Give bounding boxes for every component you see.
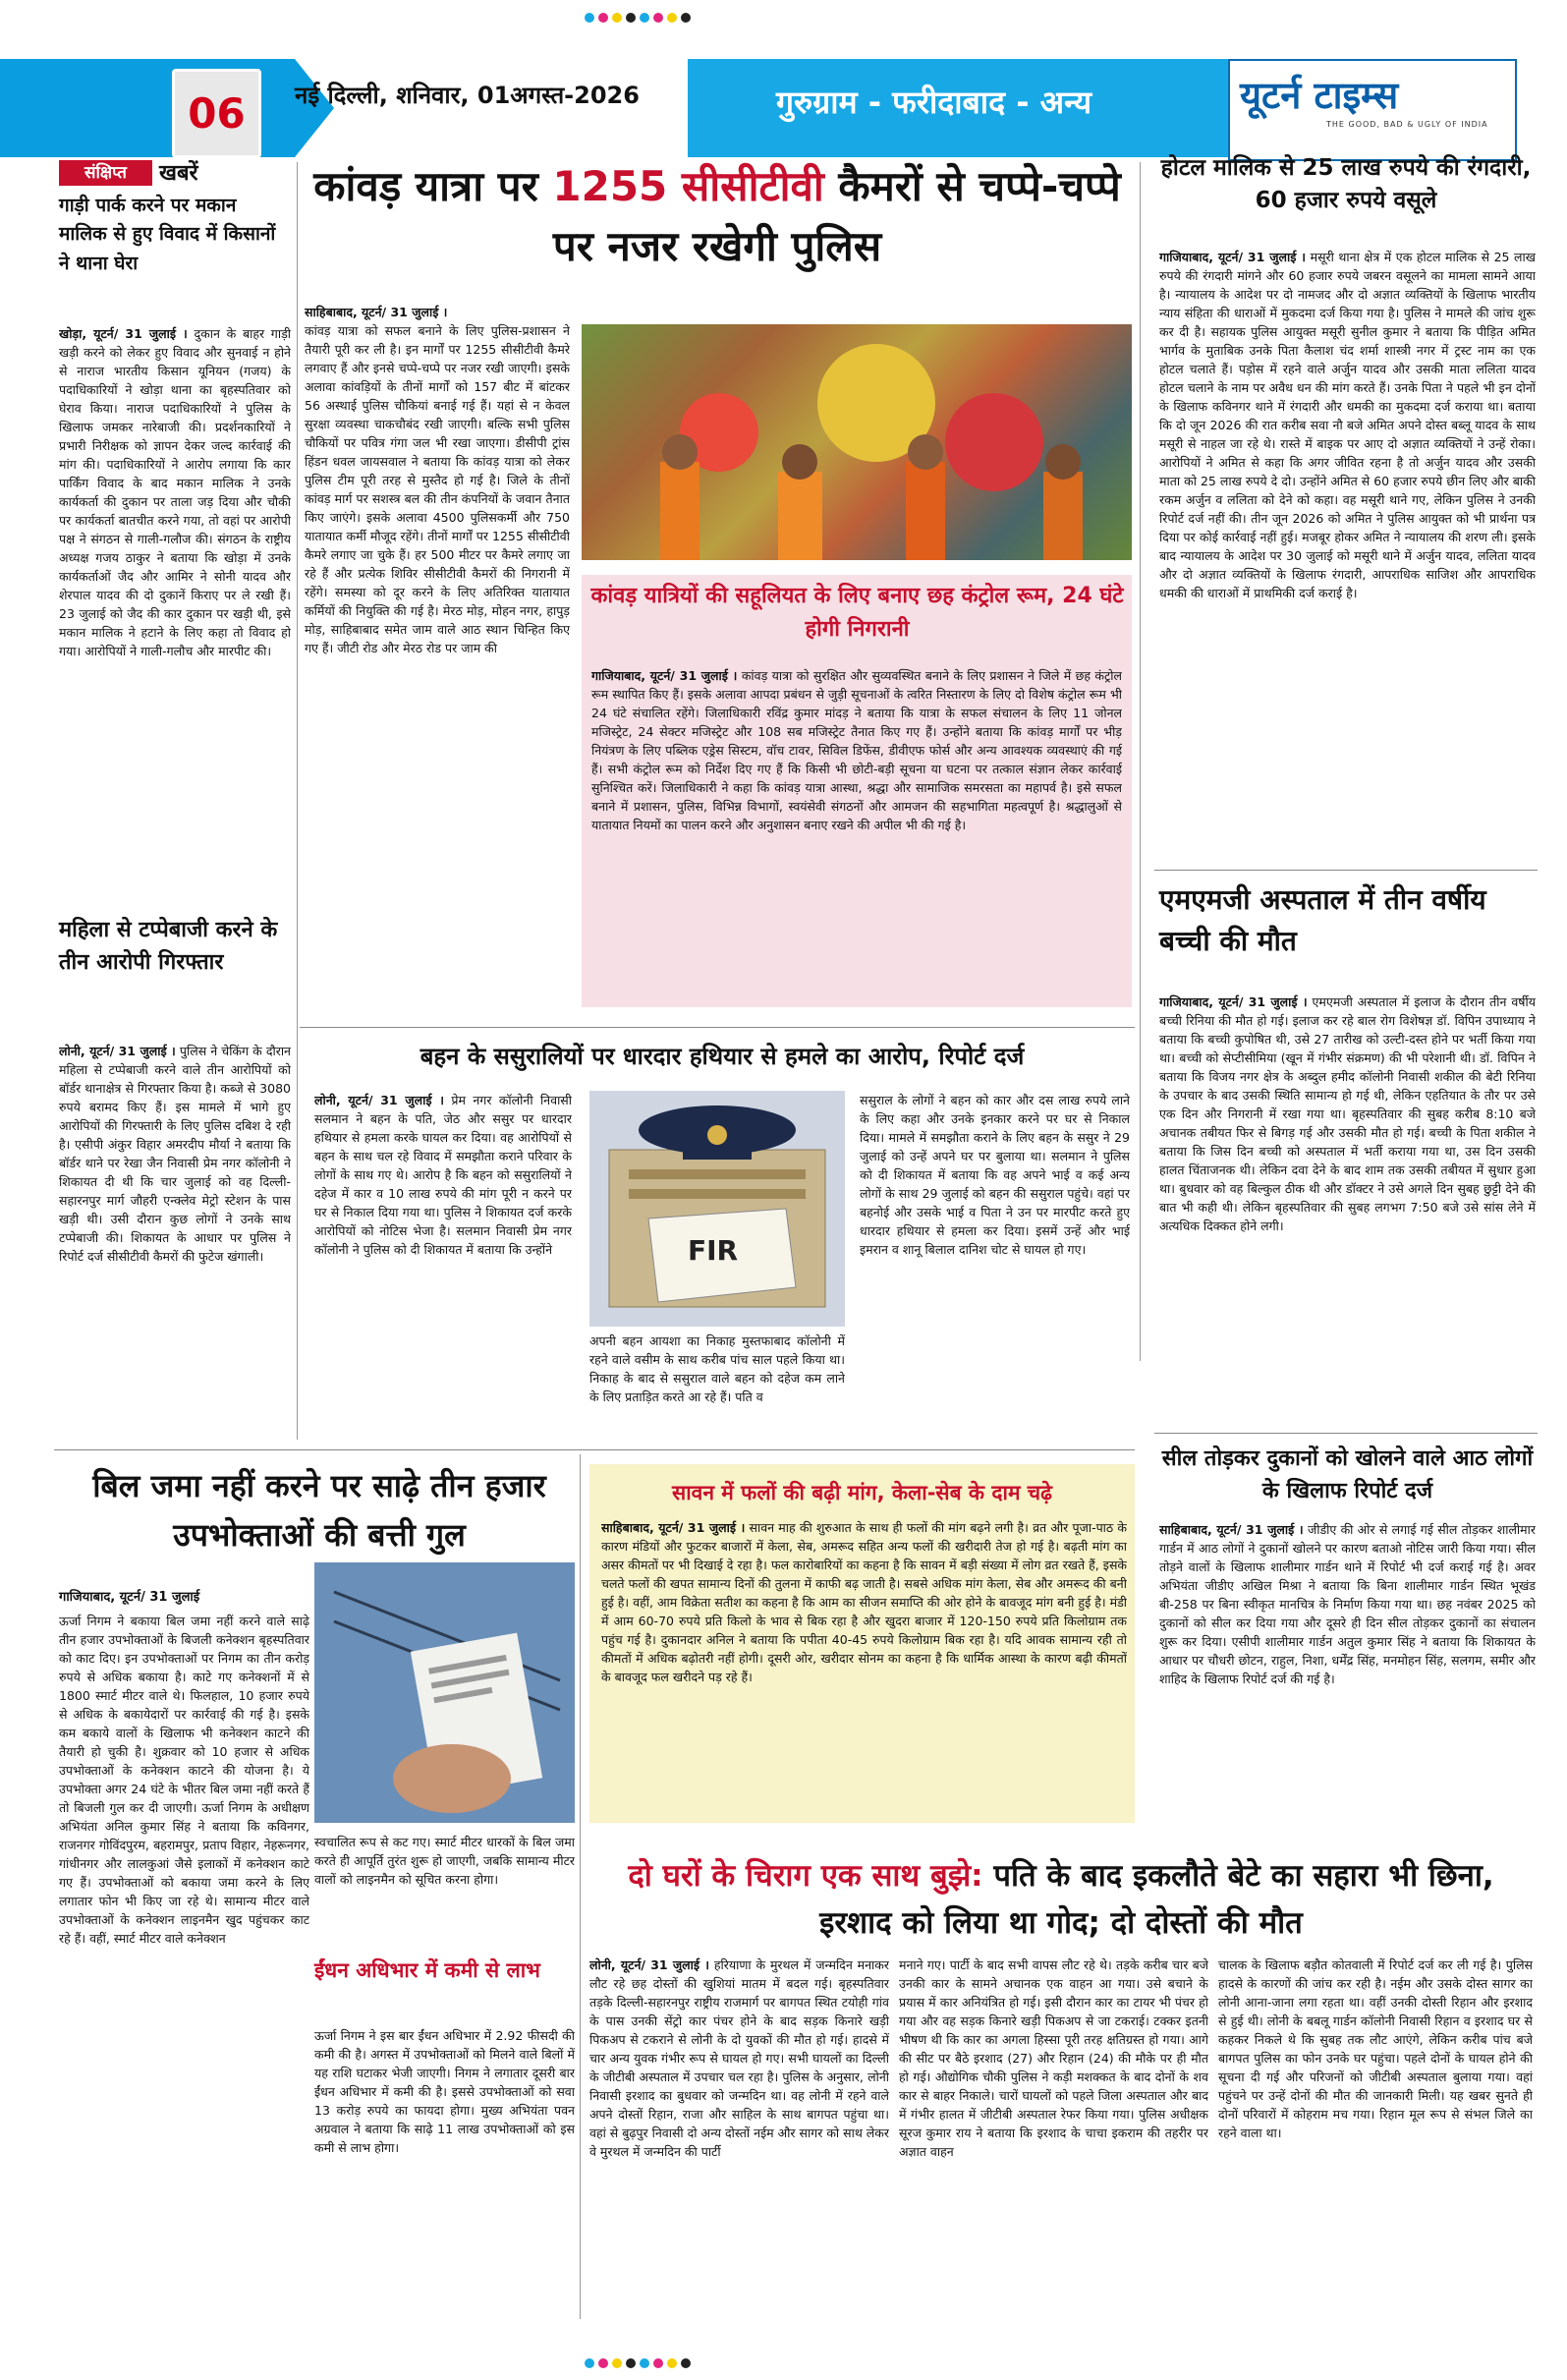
column-rule	[297, 162, 298, 1440]
divider	[1154, 1433, 1538, 1434]
sister-headline: बहन के ससुरालियों पर धारदार हथियार से हमले का आरोप, रिपोर्ट दर्ज	[420, 1043, 1025, 1070]
page-number: 06	[172, 69, 261, 158]
header-arrow-divider	[648, 59, 688, 157]
sister-body-2: अपनी बहन आयशा का निकाह मुस्तफाबाद कॉलोनी में रहने वाले वसीम के साथ करीब पांच साल पहले किया था। निकाह के बाद से ससुराल वाले बहन को दहेज कम लाने के लिए प्रताड़ित करते आ रहे हैं। पति व	[589, 1333, 845, 1404]
accident-headline-part2: पति के बाद इकलौते बेटे का सहारा भी छिना, इरशाद को लिया था गोद; दो दोस्तों की मौत	[819, 1858, 1494, 1942]
control-headline: कांवड़ यात्रियों की सहूलियत के लिए बनाए छह कंट्रोल रूम, 24 घंटे होगी निगरानी	[590, 584, 1124, 643]
fir-illustration	[589, 1091, 845, 1327]
divider	[300, 1027, 1135, 1028]
fir-label: FIR	[688, 1234, 739, 1267]
photo-illustration	[582, 324, 1132, 560]
lead-body: कांवड़ यात्रा को सफल बनाने के लिए पुलिस-प्रशासन ने तैयारी पूरी कर ली है। इन मार्गों पर 1255 सीसीटीवी कैमरे लगवाए हैं और इनसे चप्पे-चप्पे पर नजर रखी जाएगी। इसके अलावा कांवड़ियों के तीनों मार्गों को 157 बीट में बांटकर 56 अस्थाई पुलिस चौकियां बनाई गई हैं। यहां से न केवल सुरक्षा व्यवस्था चाकचौबंद रखी जाएगी। बल्कि सभी पुलिस चौकियों पर पवित्र गंगा जल भी रखा जाएगा। डीसीपी ट्रांस हिंडन धवल जायसवाल ने बताया कि कांवड़ यात्रा को लेकर पुलिस टीम पूरी तरह से मुस्तैद हो गई है। जिले के तीनों कांवड़ मार्ग पर सशस्त्र बल की तीन कंपनियों के जवान तैनात किए जाएंगे। इसके अलावा 4500 पुलिसकर्मी और 750 यातायात कर्मी मौजूद रहेंगे। तीनों मार्गों पर 1255 सीसीटीवी कैमरे लगाए जा चुके हैं। हर 500 मीटर पर कैमरे लगाए जा रहे हैं और प्रत्येक शिविर सीसीटीवी कैमरों की निगरानी में रहेंगे। समस्या को दूर करने के लिए अतिरिक्त यातायात कर्मियों की नियुक्ति की गई है। मेरठ मोड़, मोहन नगर, हापुड़ मोड़, साहिबाबाद समेत जाम वाले आठ स्थान चिन्हित किए गए हैं। जीटी रोड और मेरठ रोड पर जाम की	[305, 323, 570, 655]
hospital-article	[1159, 992, 1536, 1405]
accident-article-col3	[1218, 1955, 1533, 2321]
hospital-body: एमएमजी अस्पताल में इलाज के दौरान तीन वर्षीय बच्ची रिनिया की मौत हो गई। इलाज कर रहे बाल रोग विशेषज्ञ डॉ. विपिन उपाध्याय ने बताया कि बच्ची कुपोषित थी, उसे 27 तारीख को उल्टी-दस्त होने पर भर्ती किया गया था। बच्ची को सेप्टीसीमिया (खून में गंभीर संक्रमण) की भी परेशानी थी। डॉ. विपिन ने बताया कि विजय नगर क्षेत्र के अब्दुल हमीद कॉलोनी निवासी शकील की बेटी रिनिया के उपचार के बाद उसकी स्थिति सामान्य हो गई थी, लेकिन एहतियात के तौर पर उसे एक दिन और निगरानी में रखा गया था। बृहस्पतिवार की सुबह करीब 8:10 बजे अचानक तबीयत फिर से बिगड़ गई और उसकी मौत हो गई। बच्ची के पिता शकील ने बताया कि जिस दिन बच्ची को अस्पताल में भर्ती कराया गया था, उस दिन उसकी हालत चिंताजनक थी। लेकिन दवा देने के बाद शाम तक उसकी तबीयत में सुधार हुआ था। बुधवार को वह बिल्कुल ठीक थी और डॉक्टर ने उसे अगले दिन सुबह छुट्टी देने की बात भी कही थी। लेकिन बृहस्पतिवार की सुबह लगभग 7:50 बजे उसे सांस लेने में अत्यधिक दिक्कत होने लगी।	[1159, 994, 1536, 1233]
brief-tag2: खबरें	[159, 161, 198, 186]
lead-article	[305, 303, 570, 1020]
hotel-headline: होटल मालिक से 25 लाख रुपये की रंगदारी, 60 हजार रुपये वसूले	[1160, 155, 1532, 214]
kanwar-yatra-photo	[582, 324, 1132, 560]
divider	[1154, 870, 1538, 871]
divider	[54, 1449, 1135, 1450]
registration-dots-top	[585, 8, 695, 18]
hotel-article	[1159, 248, 1536, 867]
accident-article-col1	[589, 1955, 889, 2321]
hotel-body: मसूरी थाना क्षेत्र में एक होटल मालिक से 25 लाख रुपये की रंगदारी मांगने और 60 हजार रुपये जबरन वसूलने का मामला सामने आया है। न्यायालय के आदेश पर दो नामजद और दो अज्ञात व्यक्तियों के खिलाफ भारतीय न्याय संहिता की धाराओं में मुकदमा दर्ज किया गया है। पुलिस ने मामले की जांच शुरू कर दी है। सहायक पुलिस आयुक्त मसूरी सुनील कुमार ने बताया कि पीड़ित अमित भार्गव के मुताबिक उनके पिता कैलाश चंद शर्मा शास्त्री नगर में ट्रस्ट नाम का एक होटल चलाते हैं। पड़ोस में रहने वाले अर्जुन यादव और उसकी माता ललिता यादव होटल चलाने के नाम पर अवैध धन की मांग करते हैं। उनके पिता ने पहले भी इन दोनों के खिलाफ कविनगर थाने में रंगदारी और धमकी का मुकदमा दर्ज कराया था। बताया कि दो जून 2026 की रात करीब सवा नौ बजे अमित अपने दोस्त बब्लू यादव के साथ मसूरी से नाहल जा रहे थे। रास्ते में बाइक पर आए दो अज्ञात व्यक्तियों ने उन्हें रोका। आरोपियों ने अमित से कहा कि अगर जीवित रहना है तो अर्जुन यादव और उसकी माता को 25 लाख रुपये दे दो। उन्होंने अमित से 60 हजार रुपये छीन लिए और बाकी रकम अर्जुन व ललिता को देने को कहा। वह मसूरी थाने गए, लेकिन पुलिस ने उनकी रिपोर्ट दर्ज नहीं की। तीन जून 2026 को अमित ने पुलिस आयुक्त को भी प्रार्थना पत्र दिया पर कोई कार्रवाई नहीं हुई। मजबूर होकर अमित ने न्यायालय की शरण ली। इसके बाद न्यायालय के आदेश पर 30 जुलाई को मसूरी थाने में अर्जुन यादव, ललिता यादव और दो अज्ञात व्यक्तियों के खिलाफ रंगदारी, आपराधिक साजिश और आपराधिक धमकी की धाराओं में प्राथमिकी दर्ज कराई है।	[1159, 250, 1536, 600]
sister-body-3: ससुराल के लोगों ने बहन को कार और दस लाख रुपये लाने के लिए कहा और उनके इनकार करने पर घर से निकाल दिया। मामले में समझौता कराने के लिए बहन के ससुर ने 29 जुलाई को उन्हें अपने घर पर बुलाया था। सलमान ने पुलिस को दी शिकायत में बताया कि वह अपने भाई व कई अन्य लोगों के साथ 29 जुलाई को बहन की ससुराल पहुंचे। वहां पर बहनोई और उसके भाई व पिता ने उन पर मारपीट करते हुए धारदार हथियार से हमला कर दिया। इसमें उन्हें और भाई इमरान व शानू बिलाल दानिश चोट से घायल हो गए।	[860, 1093, 1130, 1257]
shops-headline: सील तोड़कर दुकानों को खोलने वाले आठ लोगों के खिलाफ रिपोर्ट दर्ज	[1161, 1446, 1534, 1503]
brief-byline: खोड़ा, यूटर्न/ 31 जुलाई ।	[59, 326, 188, 341]
control-article	[591, 666, 1122, 1000]
lead-headline-highlight: 1255 सीसीटीवी	[552, 162, 824, 210]
brief-headline: गाड़ी पार्क करने पर मकान मालिक से हुए विवाद में किसानों ने थाना घेरा	[59, 195, 276, 274]
fruit-body: सावन माह की शुरुआत के साथ ही फलों की मांग बढ़ने लगी है। व्रत और पूजा-पाठ के कारण मंडियों और फुटकर बाजारों में केला, सेब, अमरूद सहित अन्य फलों की खरीदारी तेज हो गई है। बढ़ती मांग का असर कीमतों पर भी दिखाई दे रहा है। फल कारोबारियों का कहना है कि सावन में बड़ी संख्या में लोग व्रत रखते हैं, इसके चलते फलों की खपत सामान्य दिनों की तुलना में काफी बढ़ जाती है। सबसे अधिक मांग केला, सेब और अमरूद की बनी हुई है। वहीं, आम विक्रेता सतीश का कहना है कि आम का सीजन समाप्ति की ओर होने के बावजूद मांग बनी हुई है। मंडी में आम 60-70 रुपये प्रति किलो के भाव से बिक रहा है और खुदरा बाजार में 120-150 रुपये प्रति किलोग्राम तक पहुंच गई है। दुकानदार अनिल ने बताया कि पपीता 40-45 रुपये किलोग्राम बिक रहा है। यदि आवक सामान्य रही तो कीमतों में अधिक बढ़ोतरी नहीं होगी। दूसरी ओर, खरीदार सोनम का कहना है कि धार्मिक आस्था के कारण बढ़ी कीमतों के बावजूद फल खरीदने पड़ रहे हैं।	[601, 1520, 1127, 1684]
sister-byline: लोनी, यूटर्न/ 31 जुलाई ।	[314, 1093, 444, 1107]
lead-headline-part2: कैमरों से चप्पे-चप्पे पर नजर रखेगी पुलिस	[552, 162, 1121, 270]
electric-body-1: ऊर्जा निगम ने बकाया बिल जमा नहीं करने वाले साढ़े तीन हजार उपभोक्ताओं के बिजली कनेक्शन बृहस्पतिवार को काट दिए। इन उपभोक्ताओं पर निगम का तीन करोड़ रुपये से अधिक बकाया है। काटे गए कनेक्शनों में से 1800 स्मार्ट मीटर वाले थे। फिलहाल, 10 हजार रुपये से अधिक के बकायेदारों पर कार्रवाई की गई है। इसके कम बकाये वालों के खिलाफ भी कनेक्शन काटने की तैयारी हो चुकी है। शुक्रवार को 10 हजार से अधिक उपभोक्ताओं के कनेक्शन काटने की योजना है। ये उपभोक्ता अगर 24 घंटे के भीतर बिल जमा नहीं करते हैं तो बिजली गुल कर दी जाएगी। ऊर्जा निगम के अधीक्षण अभियंता अनिल कुमार सिंह ने बताया कि कविनगर, राजनगर गोविंदपुरम, बहरामपुर, प्रताप विहार, नेहरूनगर, गांधीनगर और लालकुआं जैसे इलाकों में कनेक्शन काटे गए हैं। उपभोक्ताओं को बकाया जमा करने के लिए लगातार फोन भी किए जा रहे थे। सामान्य मीटर वाले उपभोक्ताओं के कनेक्शन लाइनमैन खुद पहुंचकर काट रहे हैं। वहीं, स्मार्ट मीटर वाले कनेक्शन	[59, 1614, 309, 1946]
electric-body-3: ऊर्जा निगम ने इस बार ईंधन अधिभार में 2.92 फीसदी की कमी की है। अगस्त में उपभोक्ताओं को मिलने वाले बिलों में यह राशि घटाकर भेजी जाएगी। निगम ने लगातार दूसरी बार ईंधन अधिभार में कमी की है। इससे उपभोक्ताओं को सवा 13 करोड़ रुपये का फायदा होगा। मुख्य अभियंता पवन अग्रवाल ने बताया कि साढ़े 11 लाख उपभोक्ताओं को इस कमी से लाभ होगा।	[314, 2028, 575, 2155]
electricity-bill-photo	[314, 1562, 575, 1823]
accident-body-2: मनाने गए। पार्टी के बाद सभी वापस लौट रहे थे। तड़के करीब चार बजे उनकी कार के सामने अचानक एक वाहन आ गया। उसे बचाने के प्रयास में कार अनियंत्रित हो गई। इसी दौरान कार का टायर भी पंचर हो गया और वह सड़क किनारे खड़ी पिकअप से जा टकराई। टक्कर इतनी भीषण थी कि कार का अगला हिस्सा पूरी तरह क्षतिग्रस्त हो गया। आगे की सीट पर बैठे इरशाद (27) और रिहान (24) की मौके पर ही मौत हो गई। औद्योगिक चौकी पुलिस ने कड़ी मशक्कत के बाद दोनों के शव कार से बाहर निकाले। चारों घायलों को पहले जिला अस्पताल और बाद में गंभीर हालत में जीटीबी अस्पताल रेफर किया गया। पुलिस अधीक्षक सूरज कुमार राय ने बताया कि इरशाद के चाचा इकराम की तहरीर पर अज्ञात वाहन	[899, 1957, 1208, 2159]
sister-article-col2	[589, 1332, 845, 1454]
accident-body-3: चालक के खिलाफ बड़ौत कोतवाली में रिपोर्ट दर्ज कर ली गई है। पुलिस हादसे के कारणों की जांच कर रही है। नईम और उसके दोस्त सागर का लोनी आना-जाना लगा रहता था। वहीं उनकी दोस्ती रिहान और इरशाद से हुई थी। लोनी के बबलू गार्डन कॉलोनी निवासी रिहान व इरशाद घर से कहकर निकले थे कि सुबह तक लौट आएंगे, लेकिन करीब पांच बजे बागपत पुलिस का फोन उनके घर पहुंचा। पहले दोनों के घायल होने की सूचना दी गई और परिजनों को जीटीबी अस्पताल बुलाया गया। वहां पहुंचने पर उन्हें दोनों की मौत की जानकारी मिली। यह खबर सुनते ही दोनों परिवारों में कोहराम मच गया। रिहान मूल रूप से संभल जिले का रहने वाला था।	[1218, 1957, 1533, 2140]
control-body: कांवड़ यात्रा को सुरक्षित और सुव्यवस्थित बनाने के लिए प्रशासन ने जिले में छह कंट्रोल रूम स्थापित किए हैं। इसके अलावा आपदा प्रबंधन से जुड़ी सूचनाओं के त्वरित निस्तारण के लिए दो विशेष कंट्रोल रूम भी 24 घंटे संचालित रहेंगे। जिलाधिकारी रविंद्र कुमार मांदड़ ने बताया कि यात्रा के सफल संचालन के लिए 11 जोनल मजिस्ट्रेट, 24 सेक्टर मजिस्ट्रेट और 108 सब मजिस्ट्रेट तैनात किए गए हैं। उन्होंने बताया कि कांवड़ मार्गों पर भीड़ नियंत्रण के लिए पब्लिक एड्रेस सिस्टम, वॉच टावर, सिविल डिफेंस, डीवीएफ फोर्स और अन्य आवश्यक व्यवस्थाएं की गई हैं। सभी कंट्रोल रूम को निर्देश दिए गए हैं कि किसी भी छोटी-बड़ी सूचना या घटना पर तत्काल संज्ञान लेकर कार्रवाई सुनिश्चित करें। जिलाधिकारी ने कहा कि कांवड़ यात्रा आस्था, श्रद्धा और सामाजिक समरसता का महापर्व है। इसे सफल बनाने में प्रशासन, पुलिस, विभिन्न विभागों, स्वयंसेवी संगठनों और आमजन की सहभागिता महत्वपूर्ण है। श्रद्धालुओं से यातायात नियमों का पालन करने और अनुशासन बनाए रखने की अपील भी की गई है।	[591, 668, 1122, 832]
arrest-article	[59, 1042, 291, 1435]
sister-article-col1	[314, 1091, 572, 1454]
fruit-headline: सावन में फलों की बढ़ी मांग, केला-सेब के दाम चढ़े	[672, 1481, 1052, 1504]
accident-article-col2	[899, 1955, 1208, 2321]
registration-dots-bottom	[585, 2353, 695, 2363]
shops-byline: साहिबाबाद, यूटर्न/ 31 जुलाई ।	[1159, 1522, 1304, 1537]
fruit-byline: साहिबाबाद, यूटर्न/ 31 जुलाई ।	[601, 1520, 746, 1535]
fruit-article	[601, 1518, 1127, 1818]
accident-headline-part1: दो घरों के चिराग एक साथ बुझे:	[628, 1858, 983, 1894]
shops-article	[1159, 1520, 1536, 1844]
brief-body: दुकान के बाहर गाड़ी खड़ी करने को लेकर हुए विवाद और सुनवाई न होने से नाराज भारतीय किसान यूनियन (गजय) के पदाधिकारियों ने खोड़ा थाना का बृहस्पतिवार को घेराव किया। नाराज पदाधिकारियों ने पुलिस के खिलाफ जमकर नारेबाजी की। प्रदर्शनकारियों ने प्रभारी निरीक्षक को ज्ञापन देकर जल्द कार्रवाई की मांग की। पदाधिकारियों ने आरोप लगाया कि कार पार्किंग विवाद के बाद मकान मालिक ने उनके कार्यकर्ता की दुकान पर ताला जड़ दिया और चौकी पर कार्यकर्ता बातचीत करने गया, तो वहां पर आरोपी पक्ष ने संगठन से गाली-गलौज की। संगठन के राष्ट्रीय अध्यक्ष गजय ठाकुर ने बताया कि खोड़ा में उनके कार्यकर्ताओं जैद और आमिर ने सोनी यादव और शेरपाल यादव की दो दुकानें किराए पर ले रखी हैं।23 जुलाई को जैद की कार दुकान पर खड़ी थी, इसे मकान मालिक ने हटाने के लिए कहा तो विवाद हो गया। आरोपियों ने गाली-गलौच और मारपीट की।	[59, 326, 291, 658]
accident-body-1: हरियाणा के मुरथल में जन्मदिन मनाकर लौट रहे छह दोस्तों की खुशियां मातम में बदल गई। बृहस्पतिवार तड़के दिल्ली-सहारनपुर राष्ट्रीय राजमार्ग पर बागपत स्थित टयोही गांव के पास उनकी सेंट्रो कार पंचर होने के बाद सड़क किनारे खड़ी पिकअप से टकराने से लोनी के दो युवकों की मौत हो गई। हादसे में चार अन्य युवक गंभीर रूप से घायल हो गए। सभी घायलों का दिल्ली के जीटीबी अस्पताल में उपचार चल रहा है। पुलिस के अनुसार, लोनी निवासी इरशाद का बुधवार को जन्मदिन था। वह लोनी में रहने वाले अपने दोस्तों रिहान, राजा और साहिल के साथ बागपत पहुंचा था। वहां से बुढ़पुर निवासी दो अन्य दोस्तों नईम और सागर को साथ लेकर वे मुरथल में जन्मदिन की पार्टी	[589, 1957, 889, 2159]
hospital-byline: गाजियाबाद, यूटर्न/ 31 जुलाई ।	[1159, 994, 1308, 1009]
hospital-headline: एमएमजी अस्पताल में तीन वर्षीय बच्ची की मौत	[1159, 883, 1486, 957]
lead-headline	[295, 157, 1140, 277]
accident-headline	[589, 1852, 1533, 1947]
date-line: नई दिल्ली, शनिवार, 01अगस्त-2026	[295, 82, 640, 109]
column-rule	[1140, 162, 1141, 1361]
electric-subheadline: ईंधन अधिभार में कमी से लाभ	[314, 1958, 540, 1982]
sister-article-col3	[860, 1091, 1130, 1454]
electric-byline: गाजियाबाद, यूटर्न/ 31 जुलाई	[59, 1590, 200, 1605]
accident-byline: लोनी, यूटर्न/ 31 जुलाई ।	[589, 1957, 709, 1972]
column-rule	[580, 1454, 581, 2319]
arrest-body: पुलिस ने चेकिंग के दौरान महिला से टप्पेबाजी करने वाले तीन आरोपियों को बॉर्डर थानाक्षेत्र से गिरफ्तार किया है। कब्जे से 3080 रुपये बरामद किए हैं। इस मामले में भागे हुए आरोपियों की गिरफ्तारी के लिए पुलिस दबिश दे रही है। एसीपी अंकुर विहार अमरदीप मौर्या ने बताया कि बॉर्डर थाने पर रेखा जैन निवासी प्रेम नगर कॉलोनी ने शिकायत दी थी कि चार जुलाई को वह दिल्ली-सहारनपुर मार्ग जौहरी एन्क्लेव मेट्रो स्टेशन के पास खड़ी थी। उसी दौरान कुछ लोगों ने उनके साथ टप्पेबाजी की। शिकायत के आधार पर पुलिस ने रिपोर्ट दर्ज सीसीटीवी कैमरों की फुटेज खंगाली।	[59, 1044, 291, 1264]
section-title: गुरुग्राम - फरीदाबाद - अन्य	[776, 84, 1092, 121]
sister-body-1: प्रेम नगर कॉलोनी निवासी सलमान ने बहन के पति, जेठ और ससुर पर धारदार हथियार से हमला करके घायल कर दिया। वह आरोपियों से बहन के साथ चल रहे विवाद में समझौता कराने परिवार के लोगों के साथ गए थे। आरोप है कि बहन को ससुरालियों ने दहेज में कार व 10 लाख रुपये की मांग पूरी न करने पर घर से निकाल दिया गया था। पुलिस ने शिकायत दर्ज करके आरोपियों को नोटिस भेजा है। सलमान निवासी प्रेम नगर कॉलोनी ने पुलिस को दी शिकायत में बताया कि उन्होंने	[314, 1093, 572, 1257]
electric-body-2: स्वचालित रूप से कट गए। स्मार्ट मीटर धारकों के बिल जमा करते ही आपूर्ति तुरंत शुरू हो जाएगी, जबकि सामान्य मीटर वालों को लाइनमैन को सूचित करना होगा।	[314, 1835, 575, 1887]
electric-article-col3	[314, 2026, 575, 2321]
lead-headline-part1: कांवड़ यात्रा पर	[313, 162, 553, 210]
brief-article	[59, 324, 291, 899]
hotel-byline: गाजियाबाद, यूटर्न/ 31 जुलाई ।	[1159, 250, 1307, 264]
shops-body: जीडीए की ओर से लगाई गई सील तोड़कर शालीमार गार्डन में आठ लोगों ने दुकानों खोलने पर कारण बताओ नोटिस जारी किया गया। सील तोड़ने वालों के खिलाफ शालीमार गार्डन थाने में रिपोर्ट भी दर्ज कराई गई है। अवर अभियंता जीडीए अखिल मिश्रा ने बताया कि बिना शालीमार गार्डन स्थित भूखंड बी-258 पर बिना स्वीकृत मानचित्र के निर्माण किया गया था। छह नवंबर 2025 को दुकानों को सील कर दिया गया और दूसरे ही दिन सील तोड़कर दुकानों का संचालन शुरू कर दिया। एसीपी शालीमार गार्डन अतुल कुमार सिंह ने बताया कि शिकायत के आधार पर चौधरी छोटन, राहुल, निशा, धर्मेंद्र सिंह, मनमोहन सिंह, सलगम, समीर और शाहिद के खिलाफ रिपोर्ट दर्ज की गई है।	[1159, 1522, 1536, 1686]
arrest-headline: महिला से टप्पेबाजी करने के तीन आरोपी गिरफ्तार	[59, 918, 278, 975]
arrest-byline: लोनी, यूटर्न/ 31 जुलाई ।	[59, 1044, 176, 1058]
electric-article-col1	[59, 1612, 309, 2319]
electric-headline: बिल जमा नहीं करने पर साढ़े तीन हजार उपभोक्ताओं की बत्ती गुल	[92, 1467, 546, 1554]
logo-tagline: THE GOOD, BAD & UGLY OF INDIA	[1326, 120, 1488, 129]
bill-illustration	[314, 1562, 575, 1823]
fir-image	[589, 1091, 845, 1327]
logo-text: यूटर्न टाइम्स	[1240, 74, 1399, 117]
lead-byline: साहिबाबाद, यूटर्न/ 31 जुलाई ।	[305, 305, 448, 319]
electric-article-col2	[314, 1833, 575, 1946]
brief-tag: संक्षिप्त	[59, 160, 152, 186]
control-byline: गाजियाबाद, यूटर्न/ 31 जुलाई ।	[591, 668, 738, 683]
